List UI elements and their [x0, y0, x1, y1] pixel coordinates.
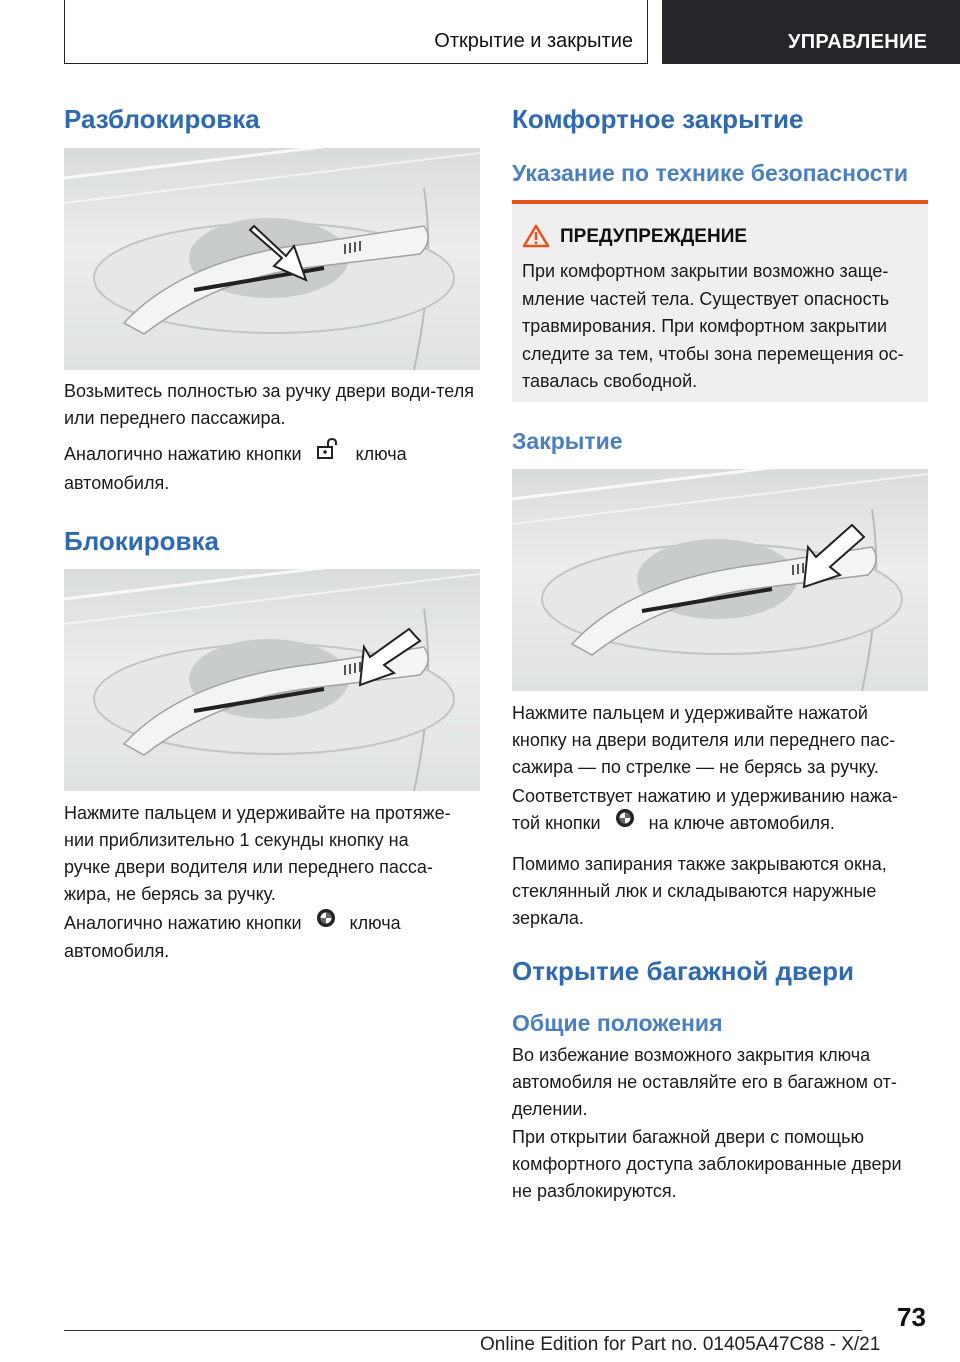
unlock-text-2-start: Аналогично нажатию кнопки: [64, 443, 302, 464]
door-handle-illustration: [64, 148, 480, 370]
paragraph-lock-2: [64, 910, 480, 965]
bmw-logo-icon: [316, 908, 336, 936]
tailgate-text-2-line3: не разблокируются.: [512, 1181, 677, 1201]
paragraph-lock-1: [64, 800, 480, 908]
unlock-icon: [316, 438, 342, 468]
lock-text-1-line4: жира, не берясь за ручку.: [64, 884, 276, 904]
paragraph-closing-1: [512, 700, 928, 781]
lock-text-1-line2: нии приблизительно 1 секунды кнопку на: [64, 830, 409, 850]
lock-text-2-line2: автомобиля.: [64, 941, 170, 962]
heading-tailgate-opening: Открытие багажной двери: [512, 956, 854, 986]
closing-text-1-line1: Нажмите пальцем и удерживайте нажатой: [512, 703, 868, 723]
tailgate-text-1-line1: Во избежание возможного закрытия ключа: [512, 1045, 871, 1065]
subheading-general: Общие положения: [512, 1010, 723, 1036]
lock-text-2-end: ключа: [349, 913, 401, 933]
closing-text-2-start: той кнопки: [512, 813, 601, 833]
running-header-chapter: [662, 0, 960, 64]
unlock-text-1: Возьмитесь полностью за ручку двери води-теля или переднего пассажира.: [64, 381, 474, 428]
header-chapter-title: УПРАВЛЕНИЕ: [788, 31, 928, 53]
paragraph-tailgate-1: [512, 1042, 928, 1123]
footer-edition: Online Edition for Part no. 01405A47C88 - X/21: [480, 1334, 881, 1355]
subheading-closing: Закрытие: [512, 428, 623, 454]
warning-line-4: следите за тем, чтобы зона перемещения ос-: [522, 343, 904, 364]
warning-text: [522, 258, 918, 396]
tailgate-text-2-line2: комфортного доступа заблокированные двери: [512, 1154, 902, 1174]
warning-line-1: При комфортном закрытии возможно заще-: [522, 261, 889, 281]
paragraph-unlock-1: [64, 378, 480, 432]
figure-door-handle-lock: [64, 569, 480, 791]
warning-line-3: травмирования. При комфортном закрытии: [522, 316, 888, 336]
bmw-logo-icon: [615, 808, 635, 836]
page-number: 73: [897, 1302, 926, 1332]
closing-text-3-line3: зеркала.: [512, 908, 584, 928]
unlock-text-2-end: ключа: [355, 443, 407, 464]
paragraph-closing-2: [512, 783, 928, 838]
closing-text-2-line1: Соответствует нажатию и удерживанию нажа-: [512, 786, 898, 806]
closing-text-3-line2: стеклянный люк и складываются наружные: [512, 881, 877, 901]
closing-text-2-end: на ключе автомобиля.: [648, 813, 835, 833]
heading-lock: Блокировка: [64, 526, 219, 556]
tailgate-text-1-line3: делении.: [512, 1099, 588, 1119]
closing-text-1-line2: кнопку на двери водителя или переднего пас-: [512, 730, 896, 750]
subheading-safety: Указание по технике безопасности: [512, 160, 908, 186]
warning-box: [512, 200, 928, 402]
paragraph-unlock-2: [64, 440, 480, 497]
warning-line-5: тавалась свободной.: [522, 371, 698, 391]
door-handle-illustration: [512, 469, 928, 691]
figure-door-handle-unlock: [64, 148, 480, 370]
closing-text-1-line3: сажира — по стрелке — не берясь за ручку.: [512, 757, 879, 777]
unlock-text-2-line2: автомобиля.: [64, 473, 170, 493]
door-handle-illustration: [64, 569, 480, 791]
lock-text-1-line1: Нажмите пальцем и удерживайте на протяже-: [64, 803, 451, 823]
warning-line-2: мление частей тела. Существует опасность: [522, 288, 890, 309]
figure-door-handle-closing: [512, 469, 928, 691]
footer-divider: [64, 1330, 862, 1331]
tailgate-text-2-line1: При открытии багажной двери с помощью: [512, 1127, 864, 1147]
closing-text-3-line1: Помимо запирания также закрываются окна,: [512, 854, 887, 874]
heading-comfort-closing: Комфортное закрытие: [512, 104, 804, 134]
heading-unlock: Разблокировка: [64, 104, 260, 134]
lock-text-2-start: Аналогично нажатию кнопки: [64, 913, 302, 933]
running-header-section: [64, 0, 648, 64]
warning-triangle-icon: [522, 224, 550, 253]
tailgate-text-1-line2: автомобиля не оставляйте его в багажном от-: [512, 1072, 897, 1092]
paragraph-tailgate-2: [512, 1124, 928, 1205]
lock-text-1-line3: ручке двери водителя или переднего пасса-: [64, 857, 433, 877]
warning-title: ПРЕДУПРЕЖДЕНИЕ: [560, 226, 748, 247]
paragraph-closing-3: [512, 851, 928, 932]
header-section-title: Открытие и закрытие: [434, 30, 633, 52]
